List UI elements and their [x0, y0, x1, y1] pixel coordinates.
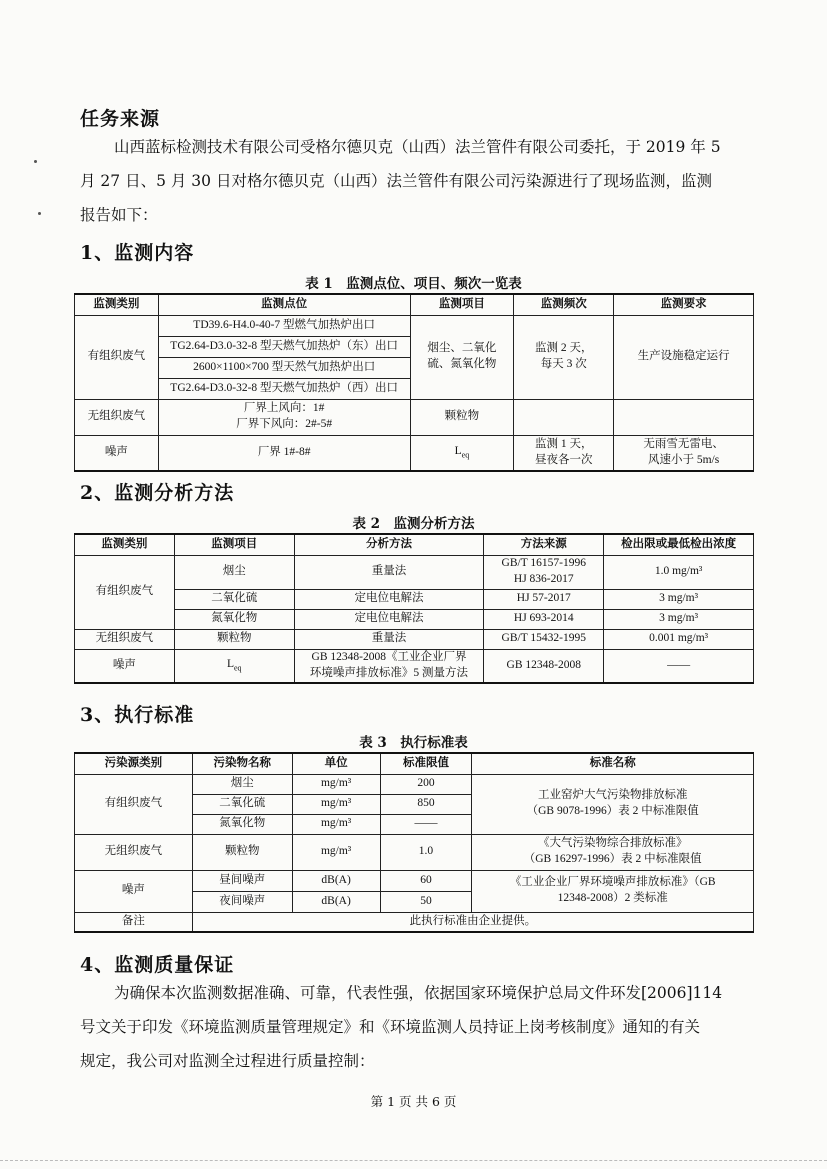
table1-requirement: 生产设施稳定运行: [614, 315, 754, 399]
table2-item: 颗粒物: [174, 629, 294, 649]
table2-header: 检出限或最低检出浓度: [604, 534, 754, 555]
table3-header: 单位: [292, 753, 380, 774]
table1-point: TG2.64-D3.0-32-8 型天燃气加热炉（东）出口: [158, 336, 410, 357]
table3-remark-label: 备注: [75, 912, 193, 932]
table2-limit: 3 mg/m³: [604, 609, 754, 629]
table2-header: 监测类别: [75, 534, 175, 555]
table2-header: 监测项目: [174, 534, 294, 555]
table3-standards: [74, 752, 754, 933]
table3-category: 无组织废气: [75, 834, 193, 870]
table3-pollutant: 昼间噪声: [192, 870, 292, 891]
table2-item: 二氧化硫: [174, 589, 294, 609]
table2-limit: 0.001 mg/m³: [604, 629, 754, 649]
table2-category: 无组织废气: [75, 629, 175, 649]
table3-limit: ——: [380, 814, 472, 834]
table3-limit: 200: [380, 774, 472, 794]
table3-pollutant: 二氧化硫: [192, 794, 292, 814]
table3-unit: mg/m³: [292, 794, 380, 814]
table2-source: GB/T 15432-1995: [484, 629, 604, 649]
table2-analysis-methods: [74, 533, 754, 684]
table3-standard: 《工业企业厂界环境噪声排放标准》（GB 12348-2008）2 类标准: [472, 870, 754, 912]
task-source-paragraph: [80, 130, 745, 232]
table1-category: 有组织废气: [75, 315, 159, 399]
table3-limit: 850: [380, 794, 472, 814]
table3-header: 标准名称: [472, 753, 754, 774]
section-title-monitoring-content: 1、监测内容: [80, 242, 195, 264]
table3-unit: mg/m³: [292, 834, 380, 870]
table3-unit: dB(A): [292, 891, 380, 912]
table3-unit: mg/m³: [292, 774, 380, 794]
page-number: 第 1 页 共 6 页: [370, 1094, 457, 1109]
table1-point: TD39.6-H4.0-40-7 型燃气加热炉出口: [158, 315, 410, 336]
paragraph-line: 号文关于印发《环境监测质量管理规定》和《环境监测人员持证上岗考核制度》通知的有关: [80, 1018, 701, 1036]
table1-items: 颗粒物: [410, 399, 514, 435]
table2-category: 有组织废气: [75, 555, 175, 629]
table2-source: HJ 57-2017: [484, 589, 604, 609]
table2-method: 重量法: [294, 629, 484, 649]
paragraph-line: 规定，我公司对监测全过程进行质量控制：: [80, 1052, 375, 1070]
table3-caption: 表 3 执行标准表: [359, 735, 468, 751]
scan-edge-line: [0, 1160, 827, 1164]
table3-pollutant: 烟尘: [192, 774, 292, 794]
table3-header: 污染源类别: [75, 753, 193, 774]
table1-header: 监测项目: [410, 294, 514, 315]
table3-pollutant: 氮氧化物: [192, 814, 292, 834]
table1-caption: 表 1 监测点位、项目、频次一览表: [305, 276, 522, 292]
table1-items: $L_{eq}$: [410, 435, 514, 471]
table2-source: GB 12348-2008: [484, 649, 604, 683]
table2-method: GB 12348-2008《工业企业厂界 环境噪声排放标准》5 测量方法: [294, 649, 484, 683]
table1-point: 厂界 1#-8#: [158, 435, 410, 471]
section-title-analysis-methods: 2、监测分析方法: [80, 482, 235, 504]
table1-category: 噪声: [75, 435, 159, 471]
table3-standard: 工业窑炉大气污染物排放标准 （GB 9078-1996）表 2 中标准限值: [472, 774, 754, 834]
table1-header: 监测类别: [75, 294, 159, 315]
table1-header: 监测要求: [614, 294, 754, 315]
table2-category: 噪声: [75, 649, 175, 683]
table2-caption: 表 2 监测分析方法: [352, 516, 475, 532]
table2-method: 定电位电解法: [294, 589, 484, 609]
table1-items: 烟尘、二氧化硫、氮氧化物: [410, 315, 514, 399]
paragraph-line: 山西蓝标检测技术有限公司受格尔德贝克（山西）法兰管件有限公司委托，于 2019 年 5: [114, 138, 721, 156]
table2-limit: ——: [604, 649, 754, 683]
paragraph-line: 报告如下：: [80, 206, 158, 224]
table1-point: TG2.64-D3.0-32-8 型天燃气加热炉（西）出口: [158, 378, 410, 399]
table2-item: 氮氧化物: [174, 609, 294, 629]
table2-source: GB/T 16157-1996 HJ 836-2017: [484, 555, 604, 589]
table3-limit: 1.0: [380, 834, 472, 870]
table2-limit: 3 mg/m³: [604, 589, 754, 609]
table3-header: 污染物名称: [192, 753, 292, 774]
table1-frequency: 监测 2 天， 每天 3 次: [514, 315, 614, 399]
paragraph-line: 月 27 日、5 月 30 日对格尔德贝克（山西）法兰管件有限公司污染源进行了现场监测，监测: [80, 172, 712, 190]
quality-assurance-paragraph: [80, 976, 745, 1078]
table1-point: 2600×1100×700 型天然气加热炉出口: [158, 357, 410, 378]
table3-header: 标准限值: [380, 753, 472, 774]
table3-category: 噪声: [75, 870, 193, 912]
table1-header: 监测频次: [514, 294, 614, 315]
scan-speck: [38, 212, 41, 215]
section-title-task-source: 任务来源: [80, 108, 161, 130]
table2-header: 分析方法: [294, 534, 484, 555]
section-title-quality-assurance: 4、监测质量保证: [80, 954, 235, 976]
table3-category: 有组织废气: [75, 774, 193, 834]
table2-limit: 1.0 mg/m³: [604, 555, 754, 589]
table2-item: 烟尘: [174, 555, 294, 589]
table2-source: HJ 693-2014: [484, 609, 604, 629]
table1-category: 无组织废气: [75, 399, 159, 435]
table3-unit: dB(A): [292, 870, 380, 891]
table1-header: 监测点位: [158, 294, 410, 315]
table3-pollutant: 颗粒物: [192, 834, 292, 870]
table3-pollutant: 夜间噪声: [192, 891, 292, 912]
scan-speck: [34, 160, 37, 163]
table1-monitoring-points: [74, 293, 754, 472]
table3-unit: mg/m³: [292, 814, 380, 834]
table1-requirement: 无雨雪无雷电、 风速小于 5m/s: [614, 435, 754, 471]
table1-frequency: 监测 1 天， 昼夜各一次: [514, 435, 614, 471]
table2-method: 定电位电解法: [294, 609, 484, 629]
table1-point: 厂界上风向：1# 厂界下风向：2#-5#: [158, 399, 410, 435]
section-title-standards: 3、执行标准: [80, 704, 195, 726]
table2-method: 重量法: [294, 555, 484, 589]
table3-limit: 60: [380, 870, 472, 891]
paragraph-line: 为确保本次监测数据准确、可靠，代表性强，依据国家环境保护总局文件环发[2006]114: [114, 984, 723, 1002]
table3-standard: 《大气污染物综合排放标准》 （GB 16297-1996）表 2 中标准限值: [472, 834, 754, 870]
table2-item: $L_{eq}$: [174, 649, 294, 683]
table3-limit: 50: [380, 891, 472, 912]
table2-header: 方法来源: [484, 534, 604, 555]
table3-remark-text: 此执行标准由企业提供。: [192, 912, 753, 932]
